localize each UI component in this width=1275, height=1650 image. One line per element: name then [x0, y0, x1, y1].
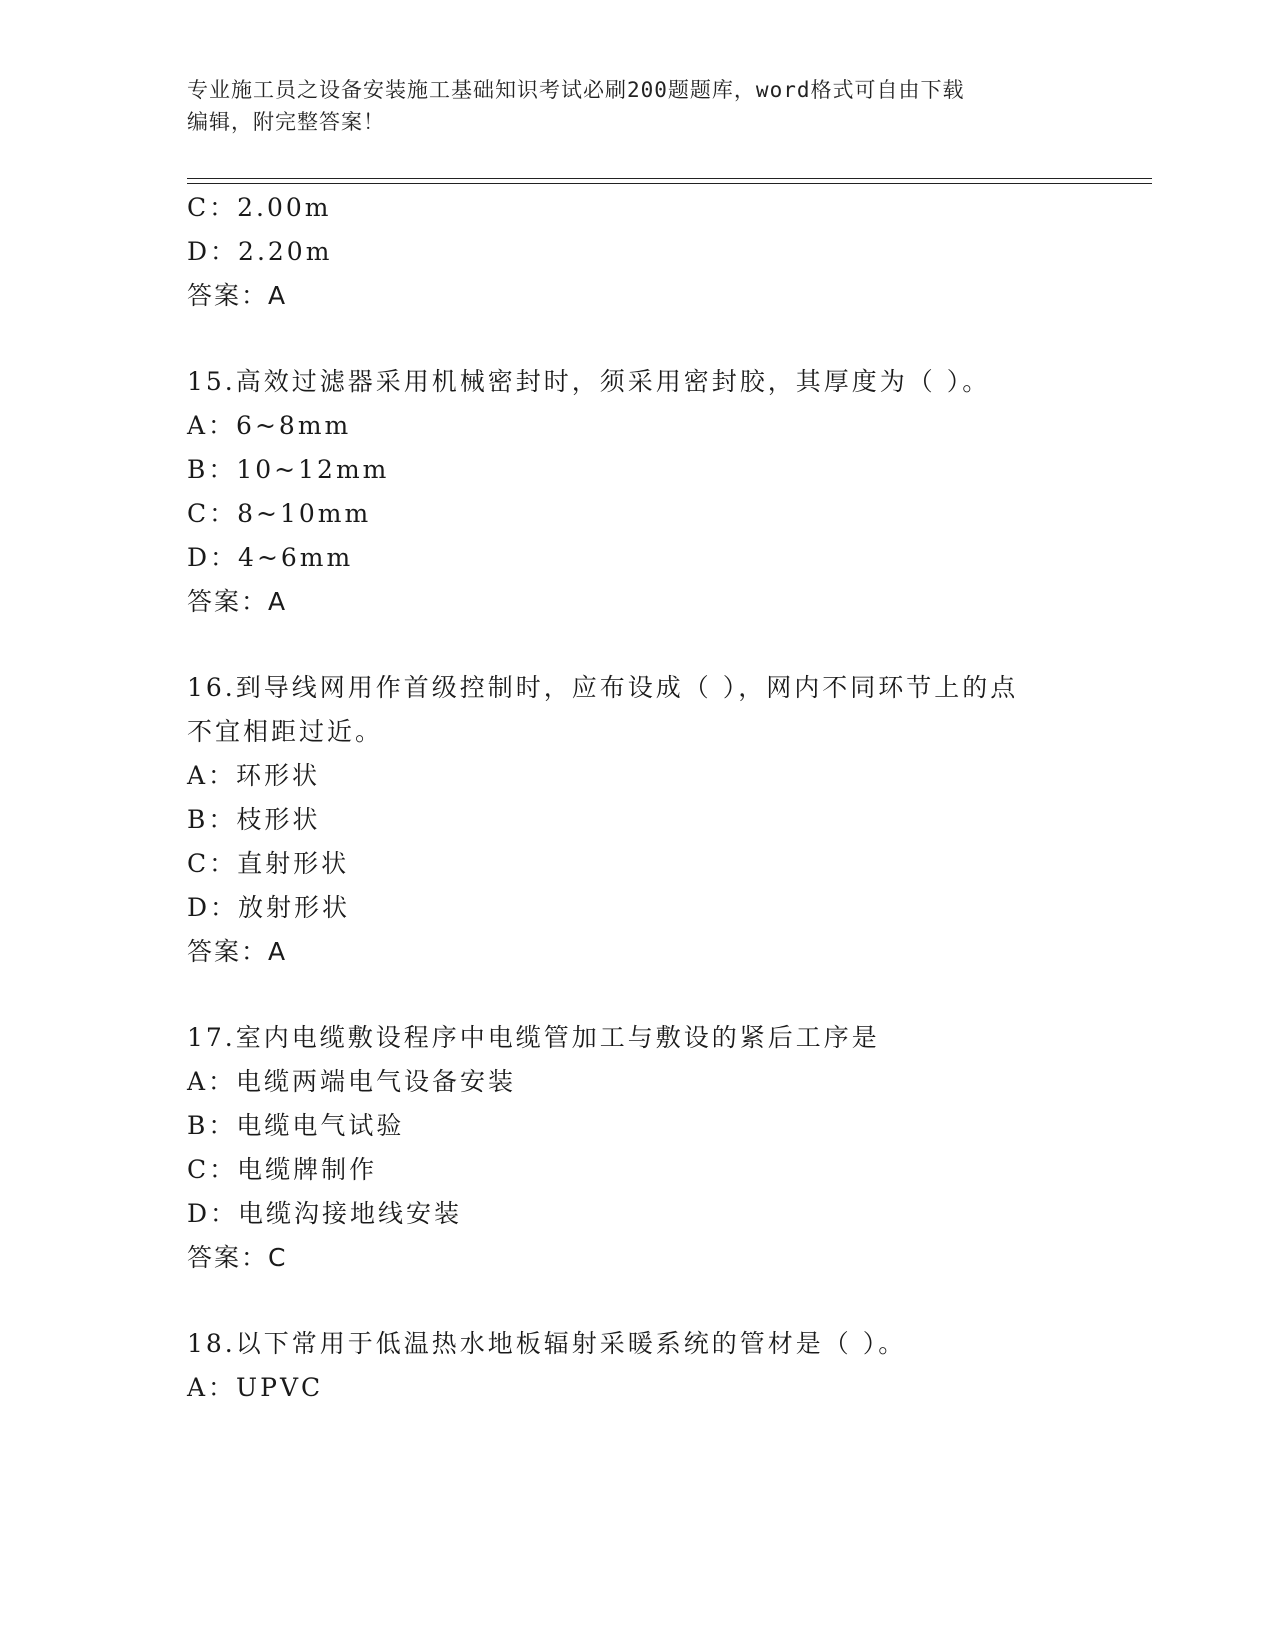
answer-line: 答案：A: [187, 587, 288, 616]
option-a: A：6~8mm: [187, 411, 352, 440]
header-line-2: 编辑，附完整答案！: [187, 110, 385, 134]
header-rule-top: [187, 178, 1152, 179]
document-header: [187, 74, 1067, 138]
option-b: B：10~12mm: [187, 455, 390, 484]
option-c: C：电缆牌制作: [187, 1155, 378, 1184]
answer-line: 答案：A: [187, 281, 288, 310]
option-c: C：8~10mm: [187, 499, 372, 528]
question-stem: 18.以下常用于低温热水地板辐射采暖系统的管材是（ ）。: [187, 1329, 907, 1358]
option-d: D：电缆沟接地线安装: [187, 1199, 463, 1228]
option-b: B：枝形状: [187, 805, 321, 834]
option-d: D：4~6mm: [187, 543, 354, 572]
option-a: A：UPVC: [187, 1373, 324, 1402]
question-stem: 16.到导线网用作首级控制时，应布设成（ ），网内不同环节上的点: [187, 673, 1019, 702]
option-c: C：2.00m: [187, 193, 332, 222]
question-stem: 17.室内电缆敷设程序中电缆管加工与敷设的紧后工序是: [187, 1023, 880, 1052]
header-rule-bottom: [187, 183, 1152, 184]
option-b: B：电缆电气试验: [187, 1111, 405, 1140]
option-a: A：电缆两端电气设备安装: [187, 1067, 517, 1096]
question-stem-continued: 不宜相距过近。: [187, 717, 384, 746]
option-c: C：直射形状: [187, 849, 350, 878]
option-d: D：放射形状: [187, 893, 351, 922]
question-stem: 15.高效过滤器采用机械密封时，须采用密封胶，其厚度为（ ）。: [187, 367, 991, 396]
answer-line: 答案：C: [187, 1243, 288, 1272]
option-a: A：环形状: [187, 761, 321, 790]
option-d: D：2.20m: [187, 237, 333, 266]
answer-line: 答案：A: [187, 937, 288, 966]
header-line-1: 专业施工员之设备安装施工基础知识考试必刷200题题库，word格式可自由下载: [187, 78, 965, 102]
